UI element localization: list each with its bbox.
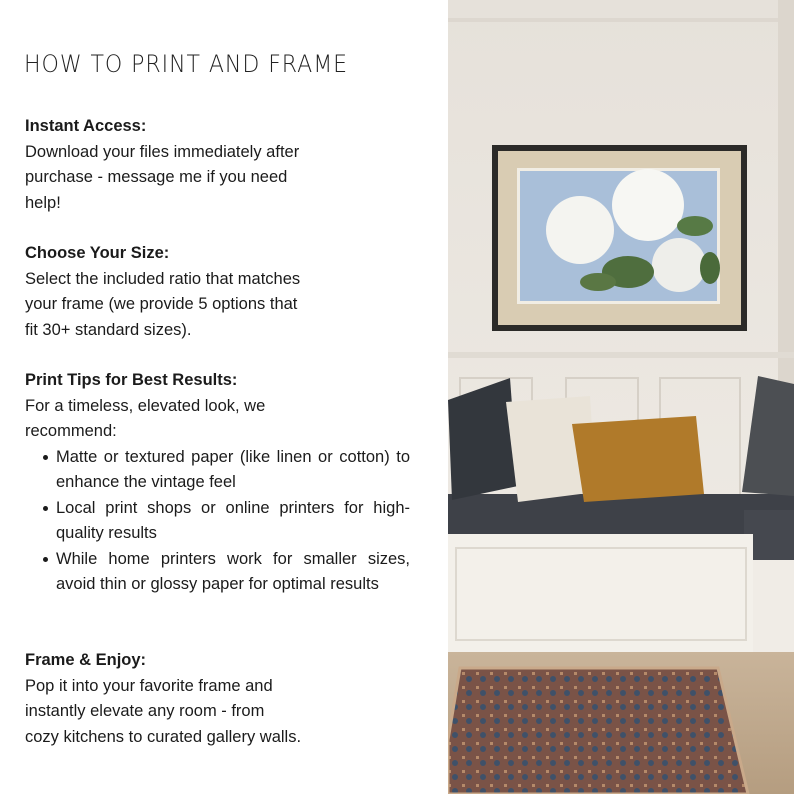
section-line: recommend: [25, 422, 117, 440]
section-line: instantly elevate any room - from [25, 702, 265, 720]
section-heading: Choose Your Size: [25, 244, 170, 262]
section-heading: Print Tips for Best Results: [25, 371, 238, 389]
section-line: help! [25, 193, 61, 212]
section-choose-size [25, 241, 415, 343]
section-line: purchase - message me if you need [25, 168, 288, 186]
section-line: cozy kitchens to curated gallery walls. [25, 727, 302, 746]
section-heading: Frame & Enjoy: [25, 651, 147, 669]
framed-artwork [492, 145, 747, 331]
section-frame-enjoy [25, 648, 415, 750]
pillow-mustard [572, 416, 704, 502]
section-instant-access [25, 114, 415, 216]
section-print-tips [25, 368, 415, 598]
section-line: your frame (we provide 5 options that [25, 295, 298, 313]
list-item: While home printers work for smaller sizes, avoid thin or glossy paper for optimal results [43, 547, 410, 598]
list-item: Local print shops or online printers for high-quality results [43, 496, 410, 547]
pillow-dark [448, 378, 518, 500]
section-line: Select the included ratio that matches [25, 269, 301, 288]
section-line: fit 30+ standard sizes). [25, 320, 192, 339]
section-line: Pop it into your favorite frame and [25, 676, 273, 695]
tips-list [43, 445, 410, 598]
page-title: HOW TO PRINT AND FRAME [24, 50, 349, 78]
section-heading: Instant Access: [25, 117, 147, 135]
section-line: Download your files immediately after [25, 142, 300, 161]
section-line: For a timeless, elevated look, we [25, 396, 266, 415]
room-scene-illustration [448, 0, 794, 794]
rug [448, 668, 748, 794]
list-item: Matte or textured paper (like linen or cotton) to enhance the vintage feel [43, 445, 410, 496]
room-photo [448, 0, 794, 794]
